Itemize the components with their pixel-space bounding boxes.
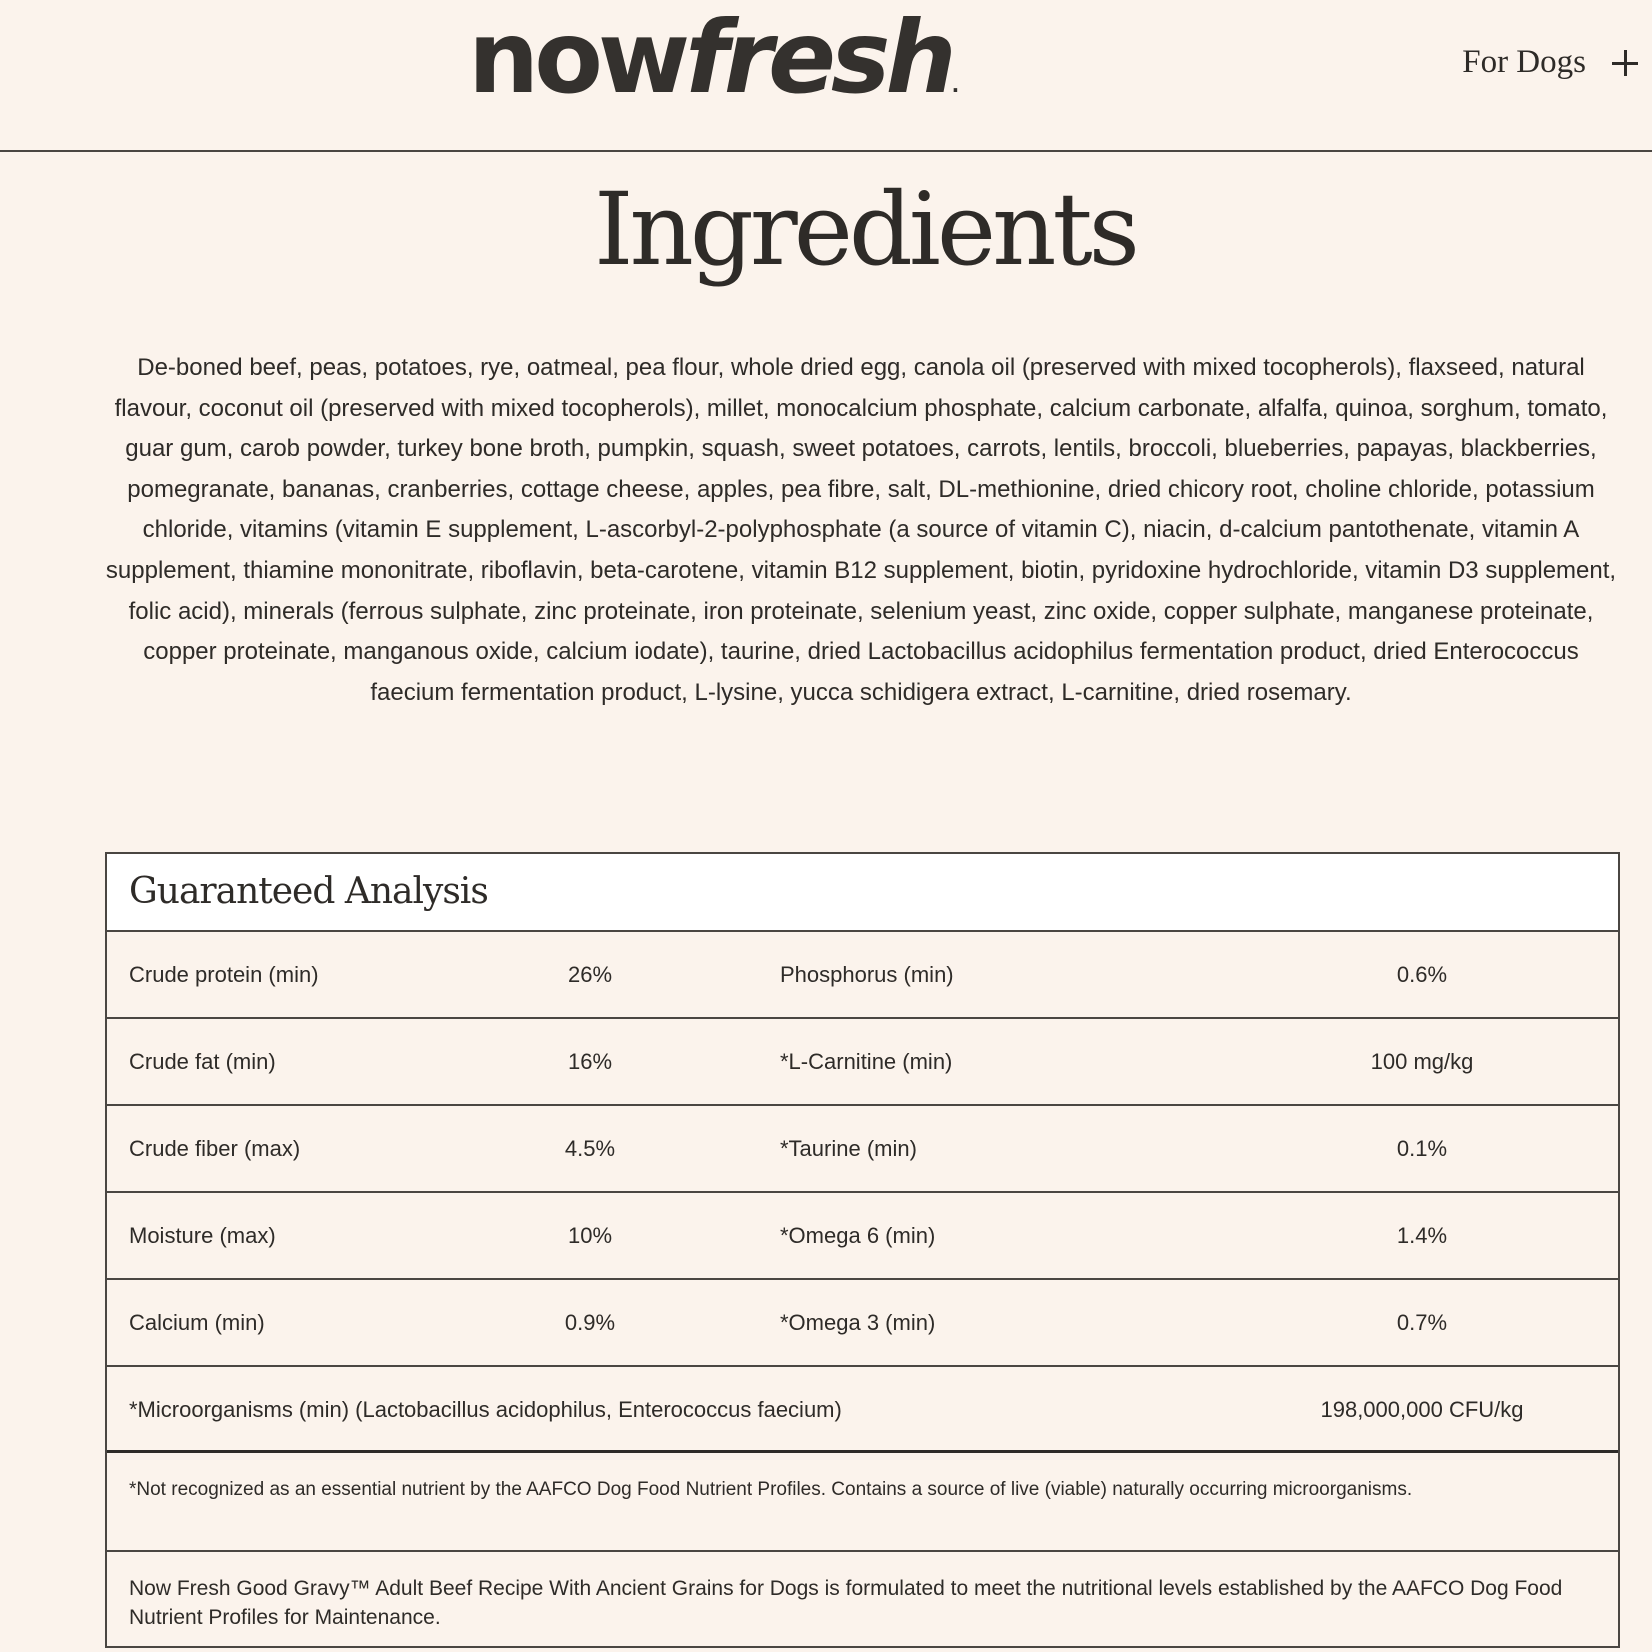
nutrient-label: Calcium (min) <box>129 1310 265 1335</box>
table-row <box>107 1106 1618 1193</box>
nav-for-dogs[interactable] <box>1462 44 1638 81</box>
nowfresh-logo[interactable] <box>468 0 960 116</box>
logo-fresh: fresh <box>685 0 952 116</box>
nutrient-value: 100 mg/kg <box>1370 1049 1474 1074</box>
nutrient-label: *Omega 3 (min) <box>780 1310 936 1335</box>
logo-dot: . <box>951 73 960 97</box>
nutrient-label: *Omega 6 (min) <box>780 1223 936 1248</box>
ingredients-list: De-boned beef, peas, potatoes, rye, oatmeal, pea flour, whole dried egg, canola oil (preserved with mixed tocopherols), flaxseed, natural flavour, coconut oil (preserved with mixed tocopherols), millet, monocalcium phosphate, calcium carbonate, alfalfa, quinoa, sorghum, tomato, guar gum, carob powder, turkey bone broth, pumpkin, squash, sweet potatoes, carrots, lentils, broccoli, blueberries, papayas, blackberries, pomegranate, bananas, cranberries, cottage cheese, apples, pea fibre, salt, DL-methionine, dried chicory root, choline chloride, potassium chloride, vitamins (vitamin E supplement, L-ascorbyl-2-polyphosphate (a source of vitamin C), niacin, d-calcium pantothenate, vitamin A supplement, thiamine mononitrate, riboflavin, beta-carotene, vitamin B12 supplement, biotin, pyridoxine hydrochloride, vitamin D3 supplement, folic acid), minerals (ferrous sulphate, zinc proteinate, iron proteinate, selenium yeast, zinc oxide, copper sulphate, manganese proteinate, copper proteinate, manganous oxide, calcium iodate), taurine, dried Lactobacillus acidophilus fermentation product, dried Enterococcus faecium fermentation product, L-lysine, yucca schidigera extract, L-carnitine, dried rosemary. <box>105 354 1617 706</box>
aafco-statement: Now Fresh Good Gravy™ Adult Beef Recipe With Ancient Grains for Dogs is formulated to meet the nutritional levels established by the AAFCO Dog Food Nutrient Profiles for Maintenance. <box>129 1577 1563 1629</box>
table-row <box>107 1019 1618 1106</box>
guaranteed-analysis-table <box>105 852 1620 1648</box>
page-title: Ingredients <box>594 171 1136 288</box>
aafco-footnote: *Not recognized as an essential nutrient by the AAFCO Dog Food Nutrient Profiles. Contains a source of live (viable) naturally occurring microorganisms. <box>107 1453 1618 1552</box>
site-header <box>0 0 1652 152</box>
nutrient-value: 0.6% <box>1396 962 1448 987</box>
table-row <box>107 1280 1618 1367</box>
nutrient-value: 4.5% <box>564 1136 616 1161</box>
table-row-microorganisms <box>107 1367 1618 1453</box>
nutrient-label: Crude fat (min) <box>129 1049 276 1074</box>
table-row <box>107 1193 1618 1280</box>
logo-now: now <box>468 0 686 116</box>
nutrient-value: 0.7% <box>1396 1310 1448 1335</box>
nutrient-label: Moisture (max) <box>129 1223 276 1248</box>
nutrient-value: 0.9% <box>564 1310 616 1335</box>
nutrient-value: 10% <box>567 1223 613 1248</box>
nutrient-label: Phosphorus (min) <box>780 962 954 987</box>
nutrient-value: 1.4% <box>1396 1223 1448 1248</box>
nutrient-value: 0.1% <box>1396 1136 1448 1161</box>
nutrient-label: *L-Carnitine (min) <box>780 1049 953 1074</box>
nutrient-value: 16% <box>567 1049 613 1074</box>
nutrient-label: *Microorganisms (min) (Lactobacillus acidophilus, Enterococcus faecium) <box>129 1397 842 1422</box>
guaranteed-analysis-title: Guaranteed Analysis <box>107 854 1618 932</box>
plus-icon[interactable] <box>1612 50 1638 76</box>
nutrient-label: *Taurine (min) <box>780 1136 917 1161</box>
nutrient-value: 26% <box>567 962 613 987</box>
nutrient-label: Crude fiber (max) <box>129 1136 301 1161</box>
nutrient-label: Crude protein (min) <box>129 962 319 987</box>
nutrient-value: 198,000,000 CFU/kg <box>1320 1397 1524 1422</box>
nav-for-dogs-label[interactable]: For Dogs <box>1462 44 1586 80</box>
table-row <box>107 932 1618 1019</box>
